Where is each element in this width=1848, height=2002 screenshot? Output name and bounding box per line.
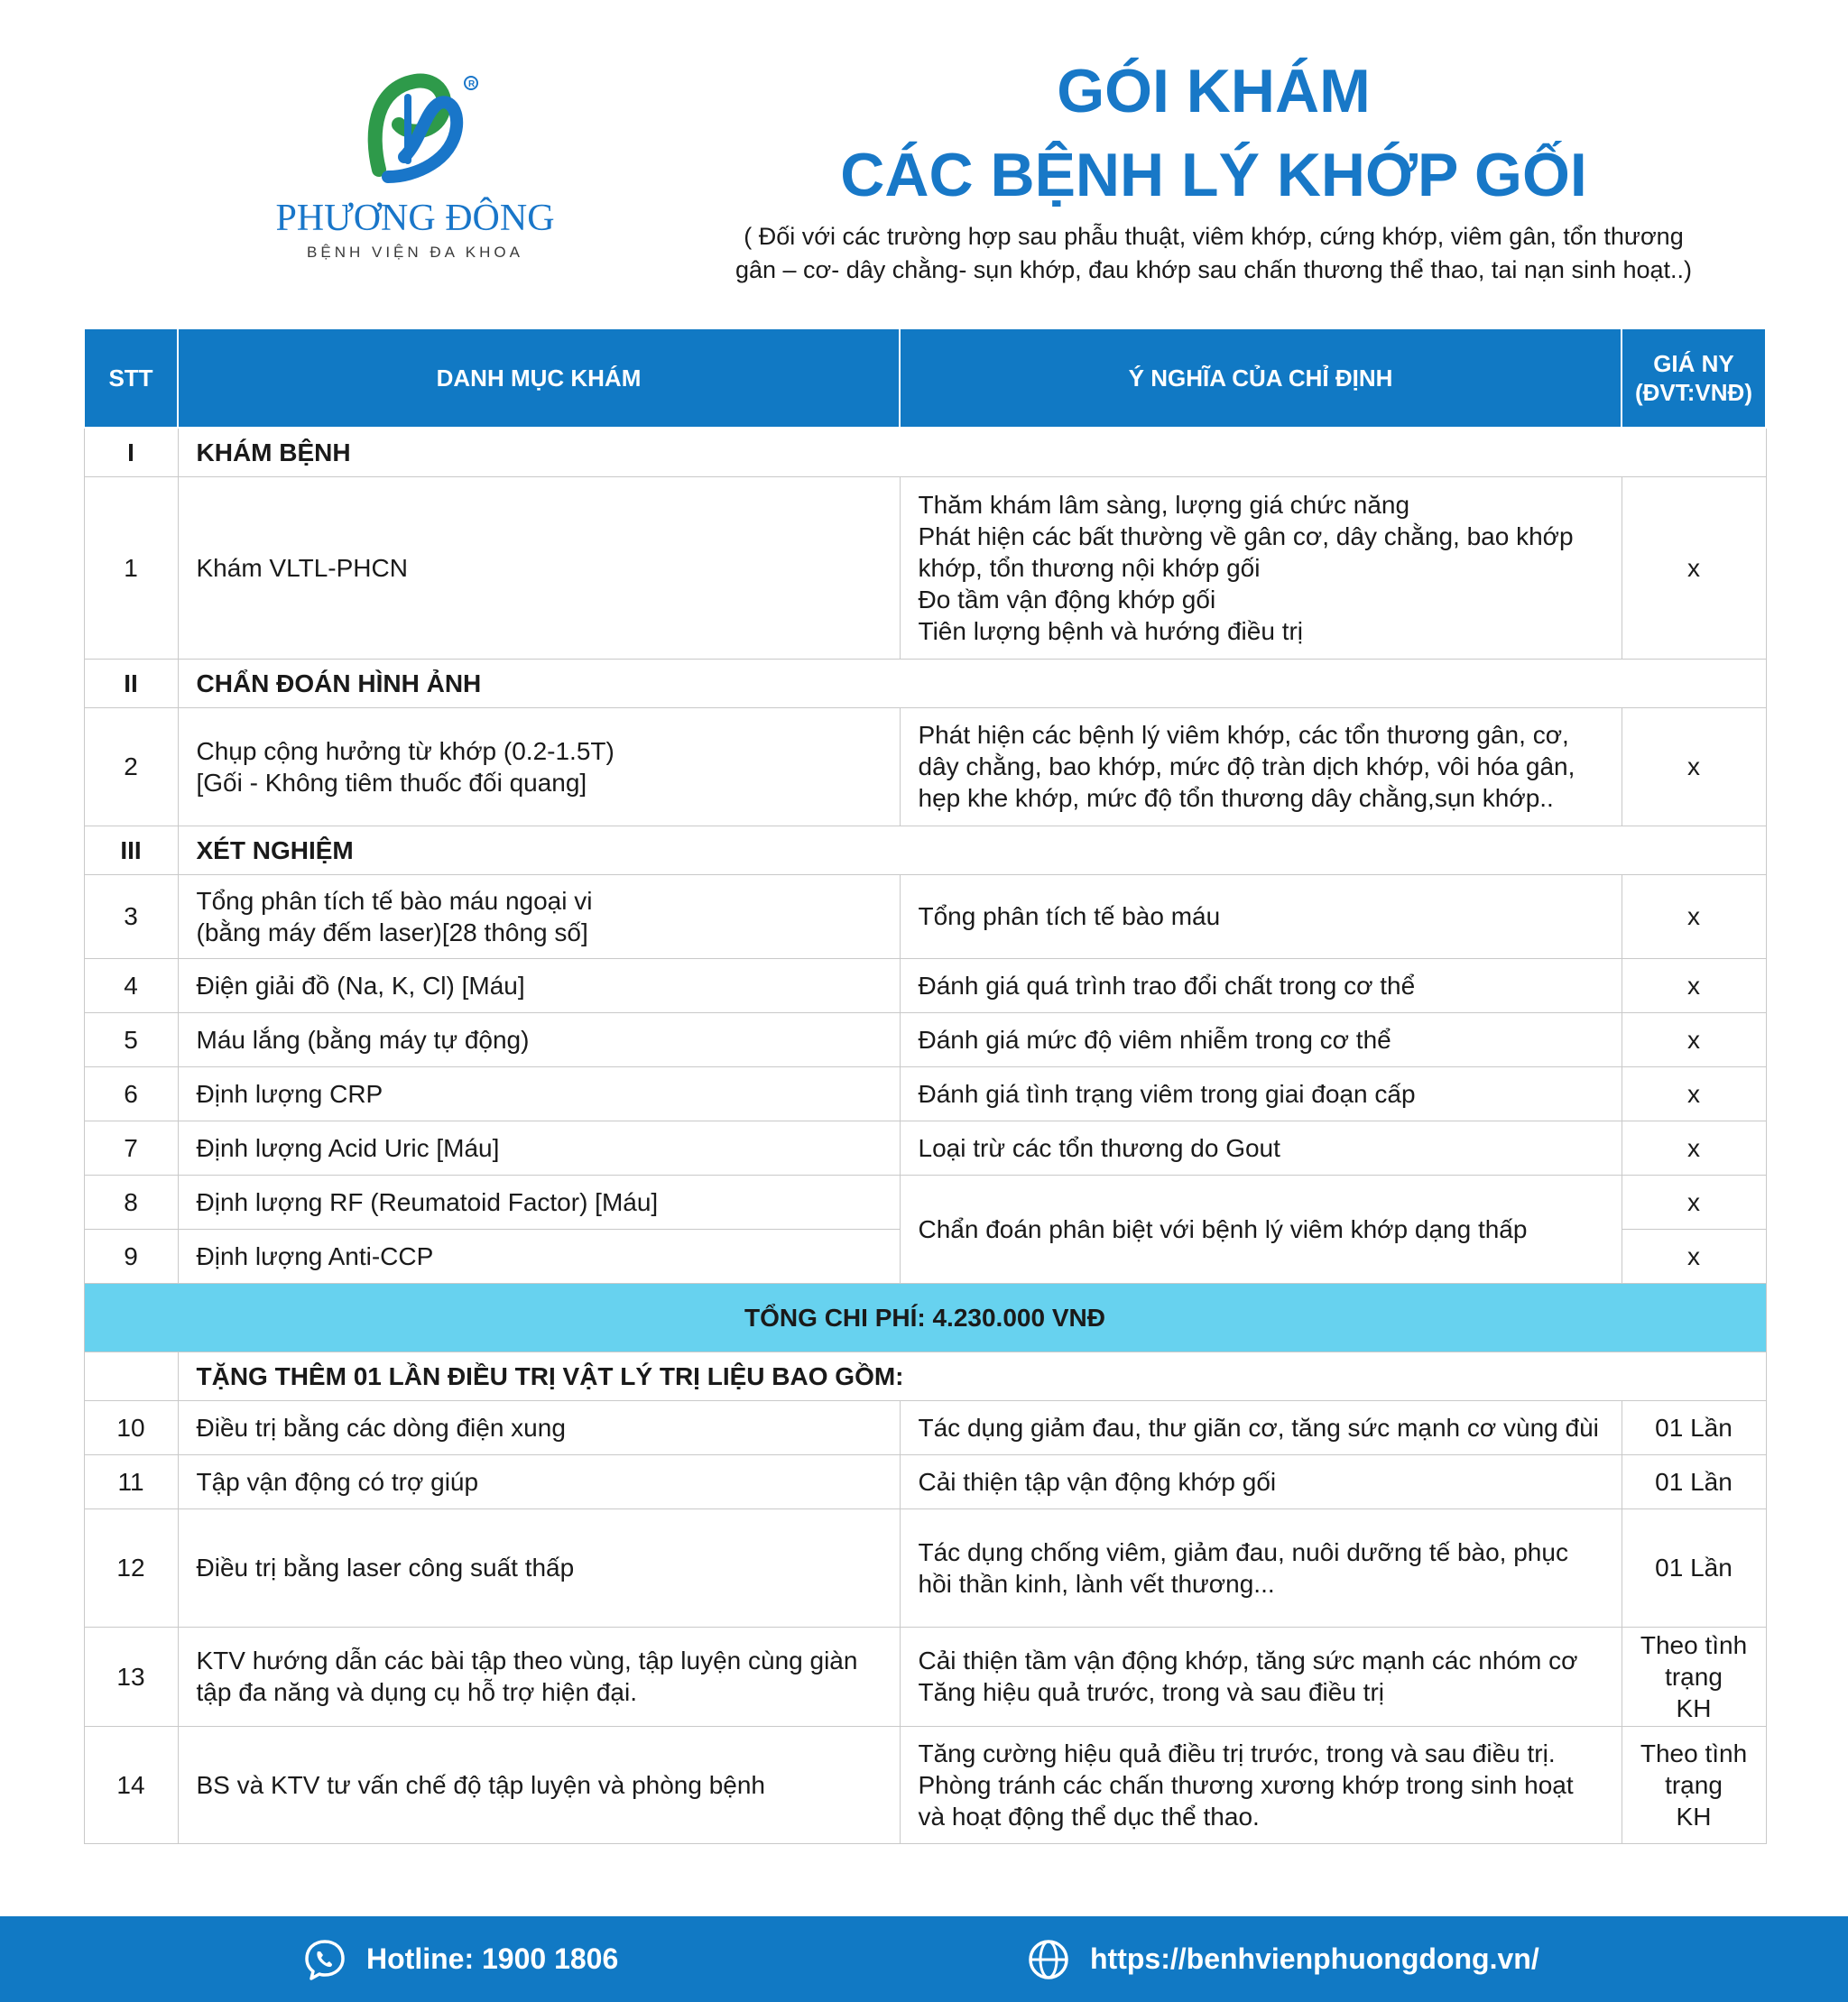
globe-icon bbox=[1027, 1938, 1070, 1981]
row-meaning: Loại trừ các tổn thương do Gout bbox=[900, 1121, 1622, 1175]
total-row bbox=[84, 1283, 1766, 1352]
row-item: Định lượng Acid Uric [Máu] bbox=[178, 1121, 900, 1175]
row-price: x bbox=[1622, 958, 1766, 1012]
row-stt: 11 bbox=[84, 1454, 178, 1508]
page-subtitle bbox=[686, 220, 1742, 287]
section-title: KHÁM BỆNH bbox=[178, 428, 1766, 476]
row-meaning: Chẩn đoán phân biệt với bệnh lý viêm khớp dạng thấp bbox=[900, 1175, 1622, 1283]
header-price bbox=[1622, 328, 1766, 428]
price-line: KH bbox=[1676, 1802, 1712, 1831]
section-number: III bbox=[84, 826, 178, 874]
table-row bbox=[84, 1508, 1766, 1627]
table-row bbox=[84, 1121, 1766, 1175]
row-stt: 8 bbox=[84, 1175, 178, 1229]
row-stt: 9 bbox=[84, 1229, 178, 1283]
row-meaning: Tổng phân tích tế bào máu bbox=[900, 874, 1622, 958]
row-stt: 1 bbox=[84, 476, 178, 659]
row-meaning bbox=[900, 1627, 1622, 1726]
table-row bbox=[84, 707, 1766, 826]
header-price-line1: GIÁ NY bbox=[1653, 350, 1734, 377]
table-header-row bbox=[84, 328, 1766, 428]
item-line: KTV hướng dẫn các bài tập theo vùng, tập luyện cùng giàn bbox=[196, 1647, 858, 1674]
row-item: Điều trị bằng các dòng điện xung bbox=[178, 1400, 900, 1454]
hotline-link[interactable] bbox=[303, 1916, 618, 2002]
meaning-line: Phát hiện các bệnh lý viêm khớp, các tổn thương gân, cơ, bbox=[918, 721, 1569, 749]
row-meaning bbox=[900, 476, 1622, 659]
row-item: Định lượng RF (Reumatoid Factor) [Máu] bbox=[178, 1175, 900, 1229]
row-item: Định lượng CRP bbox=[178, 1066, 900, 1121]
row-item bbox=[178, 1627, 900, 1726]
table-row bbox=[84, 874, 1766, 958]
row-stt: 10 bbox=[84, 1400, 178, 1454]
section-number: I bbox=[84, 428, 178, 476]
total-cost: TỔNG CHI PHÍ: 4.230.000 VNĐ bbox=[84, 1283, 1766, 1352]
section-row bbox=[84, 659, 1766, 707]
footer-bar bbox=[0, 1916, 1848, 2002]
price-line: KH bbox=[1676, 1693, 1712, 1722]
meaning-line: Phát hiện các bất thường về gân cơ, dây chằng, bao khớp bbox=[918, 521, 1574, 550]
meaning-line: Đo tầm vận động khớp gối bbox=[918, 585, 1216, 614]
item-line: (bằng máy đếm laser)[28 thông số] bbox=[196, 918, 588, 946]
table-row bbox=[84, 1012, 1766, 1066]
meaning-line: Thăm khám lâm sàng, lượng giá chức năng bbox=[918, 490, 1410, 519]
header-stt: STT bbox=[84, 328, 178, 428]
page-title-line1: GÓI KHÁM bbox=[1057, 57, 1371, 125]
row-stt: 7 bbox=[84, 1121, 178, 1175]
page-title-line2: CÁC BỆNH LÝ KHỚP GỐI bbox=[840, 141, 1587, 209]
table-row bbox=[84, 1066, 1766, 1121]
row-price: x bbox=[1622, 1121, 1766, 1175]
row-price: 01 Lần bbox=[1622, 1508, 1766, 1627]
row-price: x bbox=[1622, 707, 1766, 826]
row-price: x bbox=[1622, 1175, 1766, 1229]
meaning-line: hẹp khe khớp, mức độ tổn thương dây chằng,sụn khớp.. bbox=[918, 784, 1554, 812]
row-meaning: Đánh giá tình trạng viêm trong giai đoạn cấp bbox=[900, 1066, 1622, 1121]
subtitle-line: gân – cơ- dây chằng- sụn khớp, đau khớp sau chấn thương thể thao, tai nạn sinh hoạt..) bbox=[735, 256, 1693, 283]
meaning-line: khớp, tổn thương nội khớp gối bbox=[918, 553, 1261, 582]
row-item: Điều trị bằng laser công suất thấp bbox=[178, 1508, 900, 1627]
row-stt: 6 bbox=[84, 1066, 178, 1121]
meaning-line: Phòng tránh các chấn thương xương khớp trong sinh hoạt bbox=[918, 1770, 1574, 1799]
row-price bbox=[1622, 1726, 1766, 1843]
section-title: XÉT NGHIỆM bbox=[178, 826, 1766, 874]
row-stt: 4 bbox=[84, 958, 178, 1012]
section-row bbox=[84, 826, 1766, 874]
phone-chat-icon bbox=[303, 1938, 346, 1981]
row-meaning: Đánh giá mức độ viêm nhiễm trong cơ thể bbox=[900, 1012, 1622, 1066]
item-line: Chụp cộng hưởng từ khớp (0.2-1.5T) bbox=[196, 736, 614, 765]
row-item: BS và KTV tư vấn chế độ tập luyện và phòng bệnh bbox=[178, 1726, 900, 1843]
row-price bbox=[1622, 1627, 1766, 1726]
table-row bbox=[84, 476, 1766, 659]
row-price: 01 Lần bbox=[1622, 1454, 1766, 1508]
subtitle-line: ( Đối với các trường hợp sau phẫu thuật, viêm khớp, cứng khớp, viêm gân, tổn thương bbox=[744, 223, 1684, 250]
section-title: TẶNG THÊM 01 LẦN ĐIỀU TRỊ VẬT LÝ TRỊ LIỆU BAO GỒM: bbox=[178, 1352, 1766, 1400]
price-line: Theo tình trạng bbox=[1640, 1739, 1748, 1799]
item-line: [Gối - Không tiêm thuốc đối quang] bbox=[196, 768, 587, 797]
row-meaning: Tác dụng giảm đau, thư giãn cơ, tăng sức mạnh cơ vùng đùi bbox=[900, 1400, 1622, 1454]
section-title: CHẨN ĐOÁN HÌNH ẢNH bbox=[178, 659, 1766, 707]
section-number: II bbox=[84, 659, 178, 707]
package-table bbox=[83, 328, 1767, 1844]
header-meaning: Ý NGHĨA CỦA CHỈ ĐỊNH bbox=[900, 328, 1622, 428]
row-meaning: Đánh giá quá trình trao đổi chất trong cơ thể bbox=[900, 958, 1622, 1012]
row-price: 01 Lần bbox=[1622, 1400, 1766, 1454]
meaning-line: Tác dụng chống viêm, giảm đau, nuôi dưỡng tế bào, phục bbox=[918, 1537, 1568, 1566]
row-meaning: Cải thiện tập vận động khớp gối bbox=[900, 1454, 1622, 1508]
row-stt: 3 bbox=[84, 874, 178, 958]
row-item bbox=[178, 707, 900, 826]
meaning-line: Tăng hiệu quả trước, trong và sau điều trị bbox=[918, 1678, 1384, 1706]
logo-name: PHƯƠNG ĐÔNG bbox=[275, 198, 555, 239]
header-item: DANH MỤC KHÁM bbox=[178, 328, 900, 428]
row-item: Điện giải đồ (Na, K, Cl) [Máu] bbox=[178, 958, 900, 1012]
row-item: Khám VLTL-PHCN bbox=[178, 476, 900, 659]
table-row bbox=[84, 1726, 1766, 1843]
website-text: https://benhvienphuongdong.vn/ bbox=[1090, 1942, 1539, 1975]
row-price: x bbox=[1622, 1229, 1766, 1283]
header-price-line2: (ĐVT:VNĐ) bbox=[1635, 379, 1752, 406]
row-price: x bbox=[1622, 1012, 1766, 1066]
row-item: Máu lắng (bằng máy tự động) bbox=[178, 1012, 900, 1066]
row-stt: 13 bbox=[84, 1627, 178, 1726]
row-price: x bbox=[1622, 476, 1766, 659]
svg-text:R: R bbox=[468, 79, 476, 89]
logo-subtitle: BỆNH VIỆN ĐA KHOA bbox=[307, 244, 523, 261]
table-row bbox=[84, 1175, 1766, 1229]
table-row bbox=[84, 1400, 1766, 1454]
row-item: Định lượng Anti-CCP bbox=[178, 1229, 900, 1283]
meaning-line: dây chằng, bao khớp, mức độ tràn dịch khớp, vôi hóa gân, bbox=[918, 752, 1575, 780]
row-stt: 2 bbox=[84, 707, 178, 826]
table-row bbox=[84, 958, 1766, 1012]
row-meaning bbox=[900, 1508, 1622, 1627]
row-stt: 14 bbox=[84, 1726, 178, 1843]
row-stt: 5 bbox=[84, 1012, 178, 1066]
row-item: Tập vận động có trợ giúp bbox=[178, 1454, 900, 1508]
section-number bbox=[84, 1352, 178, 1400]
meaning-line: hồi thần kinh, lành vết thương... bbox=[918, 1569, 1275, 1598]
section-row bbox=[84, 1352, 1766, 1400]
row-price: x bbox=[1622, 874, 1766, 958]
row-meaning bbox=[900, 1726, 1622, 1843]
hotline-text: Hotline: 1900 1806 bbox=[366, 1942, 619, 1975]
row-stt: 12 bbox=[84, 1508, 178, 1627]
price-line: Theo tình trạng bbox=[1640, 1630, 1748, 1691]
row-item bbox=[178, 874, 900, 958]
meaning-line: và hoạt động thể dục thể thao. bbox=[918, 1802, 1260, 1831]
item-line: Tổng phân tích tế bào máu ngoại vi bbox=[196, 886, 593, 915]
table-row bbox=[84, 1454, 1766, 1508]
item-line: tập đa năng và dụng cụ hỗ trợ hiện đại. bbox=[196, 1678, 637, 1706]
section-row bbox=[84, 428, 1766, 476]
table-row bbox=[84, 1627, 1766, 1726]
meaning-line: Tiên lượng bệnh và hướng điều trị bbox=[918, 616, 1304, 645]
meaning-line: Cải thiện tầm vận động khớp, tăng sức mạnh các nhóm cơ bbox=[918, 1647, 1578, 1674]
row-meaning bbox=[900, 707, 1622, 826]
website-link[interactable] bbox=[1027, 1916, 1539, 2002]
logo-mark-icon bbox=[352, 70, 478, 188]
meaning-line: Tăng cường hiệu quả điều trị trước, trong và sau điều trị. bbox=[918, 1739, 1556, 1767]
row-price: x bbox=[1622, 1066, 1766, 1121]
hospital-logo bbox=[262, 70, 568, 269]
